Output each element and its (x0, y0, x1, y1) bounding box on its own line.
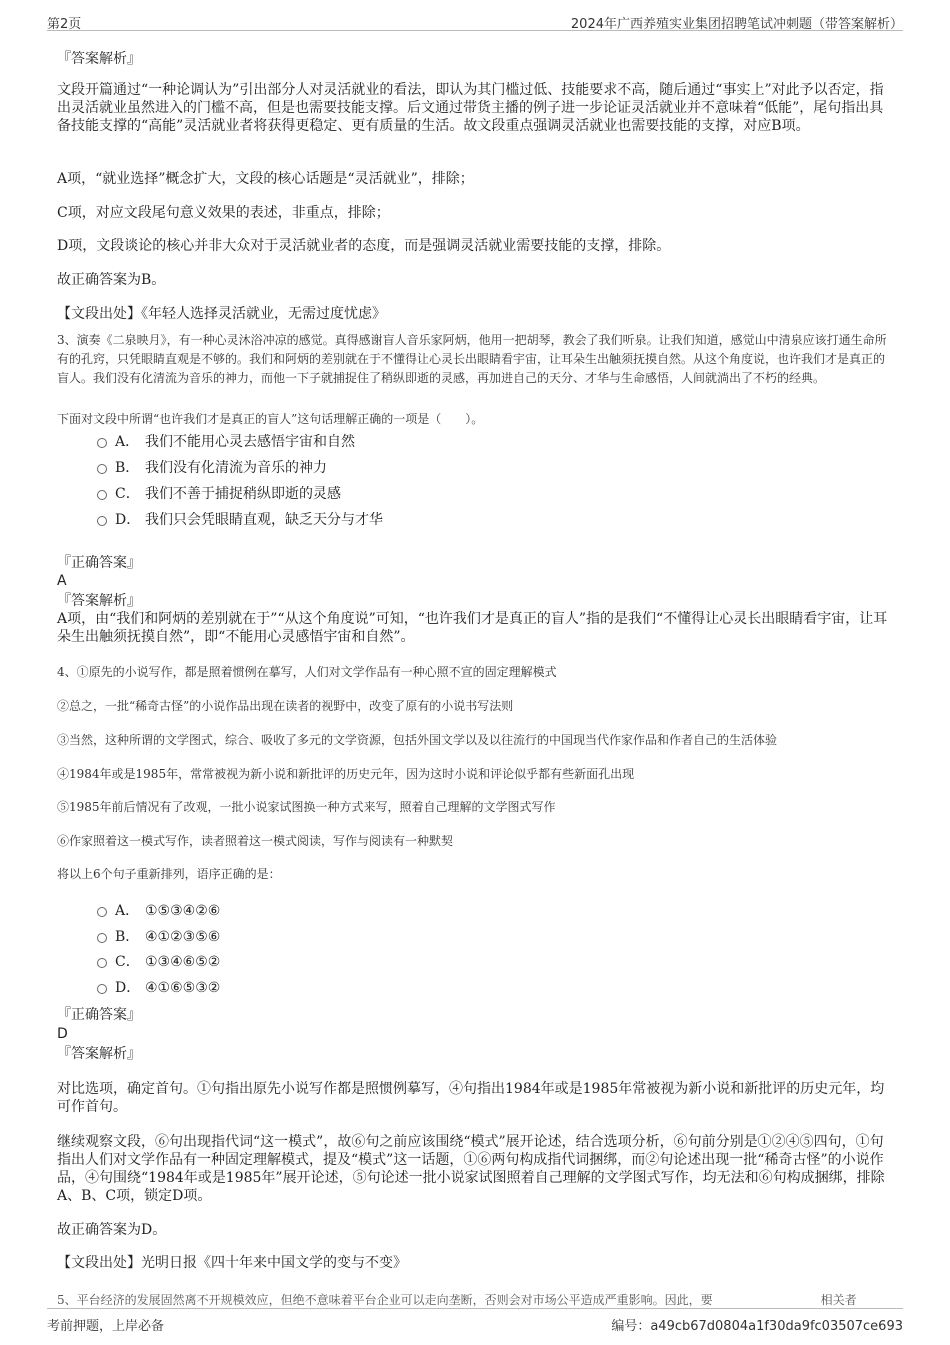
q2-explain-option-d: D项，文段谈论的核心并非大众对于灵活就业者的态度，而是强调灵活就业需要技能的支撑，排除。 (57, 238, 671, 254)
q2-conclusion: 故正确答案为B。 (57, 272, 166, 288)
q3-answer: A (57, 573, 67, 589)
q4-explain-label: 『答案解析』 (57, 1046, 141, 1062)
q3-explain-label: 『答案解析』 (57, 593, 141, 609)
q3-stem: 3、演奏《二泉映月》，有一种心灵沐浴冲凉的感觉。真得感谢盲人音乐家阿炳，他用一把胡琴，教会了我们听泉。让我们知道，感觉山中清泉应该打通生命所有的孔窍，只凭眼睛直观是不够的。我们和阿炳的差别就在于不懂得让心灵长出眼睛看宇宙，让耳朵生出触须抚摸自然。从这个角度说，也许我们才是真正的盲人。我们没有化清流为音乐的神力，而他一下子就捕捉住了稍纵即逝的灵感，再加进自己的天分、才华与生命感悟，人间就淌出了不朽的经典。 (57, 333, 887, 385)
radio-button-icon[interactable] (97, 907, 107, 917)
document-title: 2024年广西养殖实业集团招聘笔试冲刺题（带答案解析） (570, 17, 903, 32)
q4-option-c[interactable]: C． ①③④⑥⑤② (97, 953, 220, 971)
radio-button-icon[interactable] (97, 516, 107, 526)
document-code: 编号：a49cb67d0804a1f30da9fc03507ce693 (611, 1319, 903, 1334)
q4-sentence-3: ③当然，这种所谓的文学图式，综合、吸收了多元的文学资源，包括外国文学以及以往流行的中国现当代作家作品和作者自己的生活体验 (57, 733, 778, 747)
q2-explain-option-c: C项，对应文段尾句意义效果的表述，非重点，排除； (57, 205, 390, 221)
q4-answer-label: 『正确答案』 (57, 1007, 141, 1023)
q3-question: 下面对文段中所谓“也许我们才是真正的盲人”这句话理解正确的一项是（ ）。 (57, 412, 484, 426)
q4-sentence-6: ⑥作家照着这一模式写作，读者照着这一模式阅读，写作与阅读有一种默契 (57, 834, 454, 848)
q2-explain-p1: 文段开篇通过“一种论调认为”引出部分人对灵活就业的看法，即认为其门槛过低、技能要求不高，随后通过“事实上”对此予以否定，指出灵活就业虽然进入的门槛不高，但是也需要技能支撑。后文通过带货主播的例子进一步论证灵活就业并不意味着“低能”，尾句指出具备技能支撑的“高能”灵活就业者将获得更稳定、更有质量的生活。故文段重点强调灵活就业也需要技能的支撑，对应B项。 (57, 82, 884, 134)
q3-answer-label: 『正确答案』 (57, 555, 141, 571)
q4-sentence-5: ⑤1985年前后情况有了改观，一批小说家试图换一种方式来写，照着自己理解的文学图式写作 (57, 800, 556, 814)
q2-source: 【文段出处】《年轻人选择灵活就业，无需过度忧虑》 (57, 306, 386, 322)
q2-explain-label: 『答案解析』 (57, 51, 141, 67)
q3-explain: A项，由“我们和阿炳的差别就在于”“从这个角度说”可知，“也许我们才是真正的盲人”指的是我们“不懂得让心灵长出眼睛看宇宙，让耳朵生出触须抚摸自然”，即“不能用心灵感悟宇宙和自然”。 (57, 611, 888, 645)
radio-button-icon[interactable] (97, 984, 107, 994)
page-footer (47, 1308, 903, 1339)
q4-sentence-4: ④1984年或是1985年，常常被视为新小说和新批评的历史元年，因为这时小说和评论似乎都有些新面孔出现 (57, 767, 635, 781)
footer-slogan: 考前押题，上岸必备 (47, 1319, 165, 1334)
page-number: 第2页 (47, 17, 82, 32)
q4-sentence-2: ②总之，一批“稀奇古怪”的小说作品出现在读者的视野中，改变了原有的小说书写法则 (57, 699, 514, 713)
q4-option-a[interactable]: A． ①⑤③④②⑥ (97, 902, 220, 920)
q4-explain-p2: 继续观察文段，⑥句出现指代词“这一模式”，故⑥句之前应该围绕“模式”展开论述，结合选项分析，⑥句前分别是①②④⑤四句，①句指出人们对文学作品有一种固定理解模式，提及“模式”这一话题，①⑥两句构成指代词捆绑，而②句论述出现一批“稀奇古怪”的小说作品，④句围绕“1984年或是1985年”展开论述，⑤句论述一批小说家试图照着自己理解的文学图式写作，均无法和⑥句构成捆绑，排除A、B、C项，锁定D项。 (57, 1134, 885, 1204)
radio-button-icon[interactable] (97, 464, 107, 474)
radio-button-icon[interactable] (97, 958, 107, 968)
q4-option-d[interactable]: D． ④①⑥⑤③② (97, 979, 220, 997)
q2-explain-option-a: A项，“就业选择”概念扩大，文段的核心话题是“灵活就业”，排除； (57, 171, 474, 187)
q4-question: 将以上6个句子重新排列，语序正确的是： (57, 867, 281, 881)
radio-button-icon[interactable] (97, 438, 107, 448)
q3-option-d[interactable]: D． 我们只会凭眼睛直观，缺乏天分与才华 (97, 511, 383, 529)
q4-conclusion: 故正确答案为D。 (57, 1222, 167, 1238)
page-header (47, 8, 903, 31)
q4-sentence-1: 4、①原先的小说写作，都是照着惯例在摹写，人们对文学作品有一种心照不宣的固定理解模式 (57, 665, 557, 679)
q3-option-c[interactable]: C． 我们不善于捕捉稍纵即逝的灵感 (97, 485, 341, 503)
q5-partial-line: 5、平台经济的发展固然离不开规模效应，但绝不意味着平台企业可以走向垄断，否则会对市场公平造成严重影响。因此，要 相关者 (57, 1293, 857, 1307)
q4-option-b[interactable]: B． ④①②③⑤⑥ (97, 928, 220, 946)
q4-explain-p1: 对比选项，确定首句。①句指出原先小说写作都是照惯例摹写，④句指出1984年或是1985年常被视为新小说和新批评的历史元年，均可作首句。 (57, 1081, 885, 1115)
q3-option-b[interactable]: B． 我们没有化清流为音乐的神力 (97, 459, 327, 477)
radio-button-icon[interactable] (97, 933, 107, 943)
q3-option-a[interactable]: A． 我们不能用心灵去感悟宇宙和自然 (97, 433, 355, 451)
radio-button-icon[interactable] (97, 490, 107, 500)
q4-source: 【文段出处】光明日报《四十年来中国文学的变与不变》 (57, 1255, 407, 1271)
q4-answer: D (57, 1026, 68, 1042)
